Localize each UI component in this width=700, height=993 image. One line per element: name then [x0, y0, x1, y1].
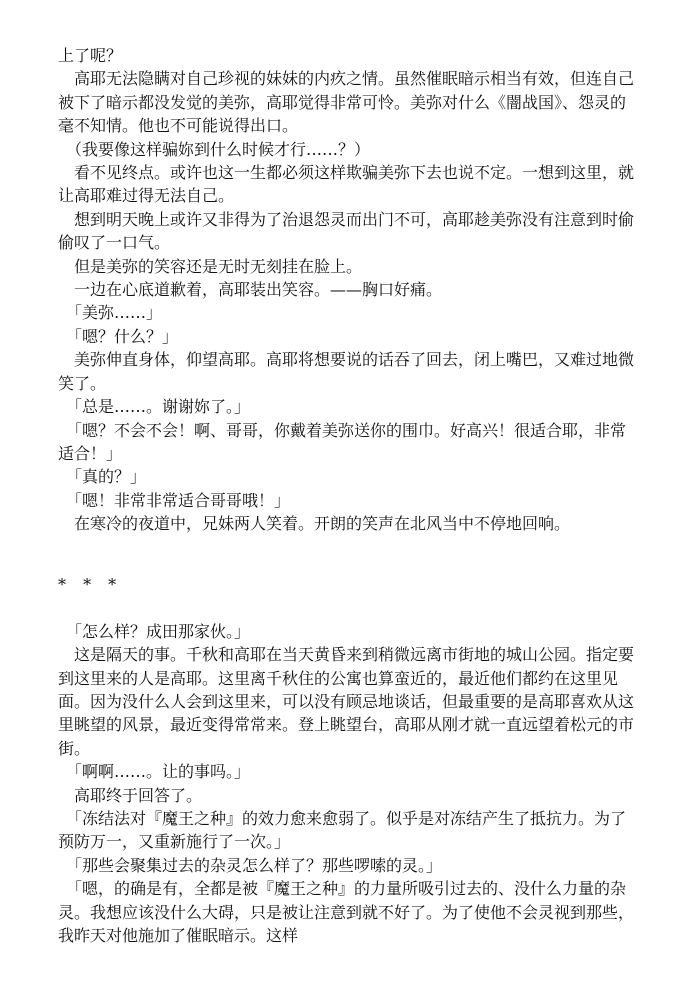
- dialogue-line: 「嗯？不会不会！啊、哥哥，你戴着美弥送你的围巾。好高兴！很适合耶，非常适合！」: [58, 420, 627, 463]
- spacer: [58, 596, 638, 619]
- paragraph: 上了呢？: [58, 46, 123, 65]
- spacer: [58, 536, 638, 559]
- paragraph: 想到明天晚上或许又非得为了治退怨灵而出门不可，高耶趁美弥没有注意到时偷偷叹了一口气。: [58, 209, 635, 253]
- dialogue-line: 「真的？」: [58, 467, 147, 487]
- paragraph: 美弥伸直身体，仰望高耶。高耶将想要说的话吞了回去，闭上嘴巴，又难过地微笑了。: [58, 350, 635, 393]
- paragraph: 但是美弥的笑容还是无时无刻挂在脸上。: [58, 256, 363, 276]
- dialogue-line: 「那些会聚集过去的杂灵怎么样了？那些啰嗦的灵。」: [58, 855, 443, 875]
- dialogue-line: 「啊啊……。让的事吗。」: [58, 762, 251, 782]
- dialogue-line: 「总是……。谢谢妳了。」: [58, 397, 251, 417]
- paragraph: （我要像这样骗妳到什么时候才行……？）: [58, 139, 371, 159]
- dialogue-line: 「嗯！非常非常适合哥哥哦！」: [58, 490, 291, 510]
- paragraph: 在寒冷的夜道中，兄妹两人笑着。开朗的笑声在北风当中不停地回响。: [58, 514, 571, 534]
- paragraph: 一边在心底道歉着，高耶装出笑容。——胸口好痛。: [58, 280, 443, 300]
- paragraph: 高耶终于回答了。: [58, 785, 203, 805]
- section-separator: * * *: [58, 574, 123, 594]
- dialogue-line: 「嗯，的确是有，全都是被『魔王之种』的力量所吸引过去的、没什么力量的杂灵。我想应该没什么大碍，只是被让注意到就不好了。为了使他不会灵视到那些，我昨天对他施加了催眠暗示。这样: [58, 879, 635, 945]
- paragraph: 看不见终点。或许也这一生都必须这样欺骗美弥下去也说不定。一想到这里，就让高耶难过得无法自己。: [58, 163, 635, 206]
- dialogue-line: 「嗯？什么？」: [58, 326, 179, 346]
- paragraph: 这是隔天的事。千秋和高耶在当天黄昏来到稍微远离市街地的城山公园。指定要到这里来的人是高耶。这里离千秋住的公寓也算蛮近的，最近他们都约在这里见面。因为没什么人会到这里来，可以没有顾忌地谈话，但最重要的是高耶喜欢从这里眺望的风景，最近变得常常来。登上眺望台，高耶从刚才就一直远望着松元的市街。: [58, 645, 635, 758]
- paragraph: 高耶无法隐瞒对自己珍视的妹妹的内疚之情。虽然催眠暗示相当有效，但连自己被下了暗示都没发觉的美弥，高耶觉得非常可怜。美弥对什么《闇战国》、怨灵的毫不知情。他也不可能说得出口。: [58, 69, 635, 136]
- dialogue-line: 「冻结法对『魔王之种』的效力愈来愈弱了。似乎是对冻结产生了抵抗力。为了预防万一，又重新施行了一次。」: [58, 808, 627, 852]
- dialogue-line: 「怎么样？成田那家伙。」: [58, 621, 251, 641]
- document-page: [58, 44, 638, 947]
- dialogue-line: 「美弥……」: [58, 303, 163, 323]
